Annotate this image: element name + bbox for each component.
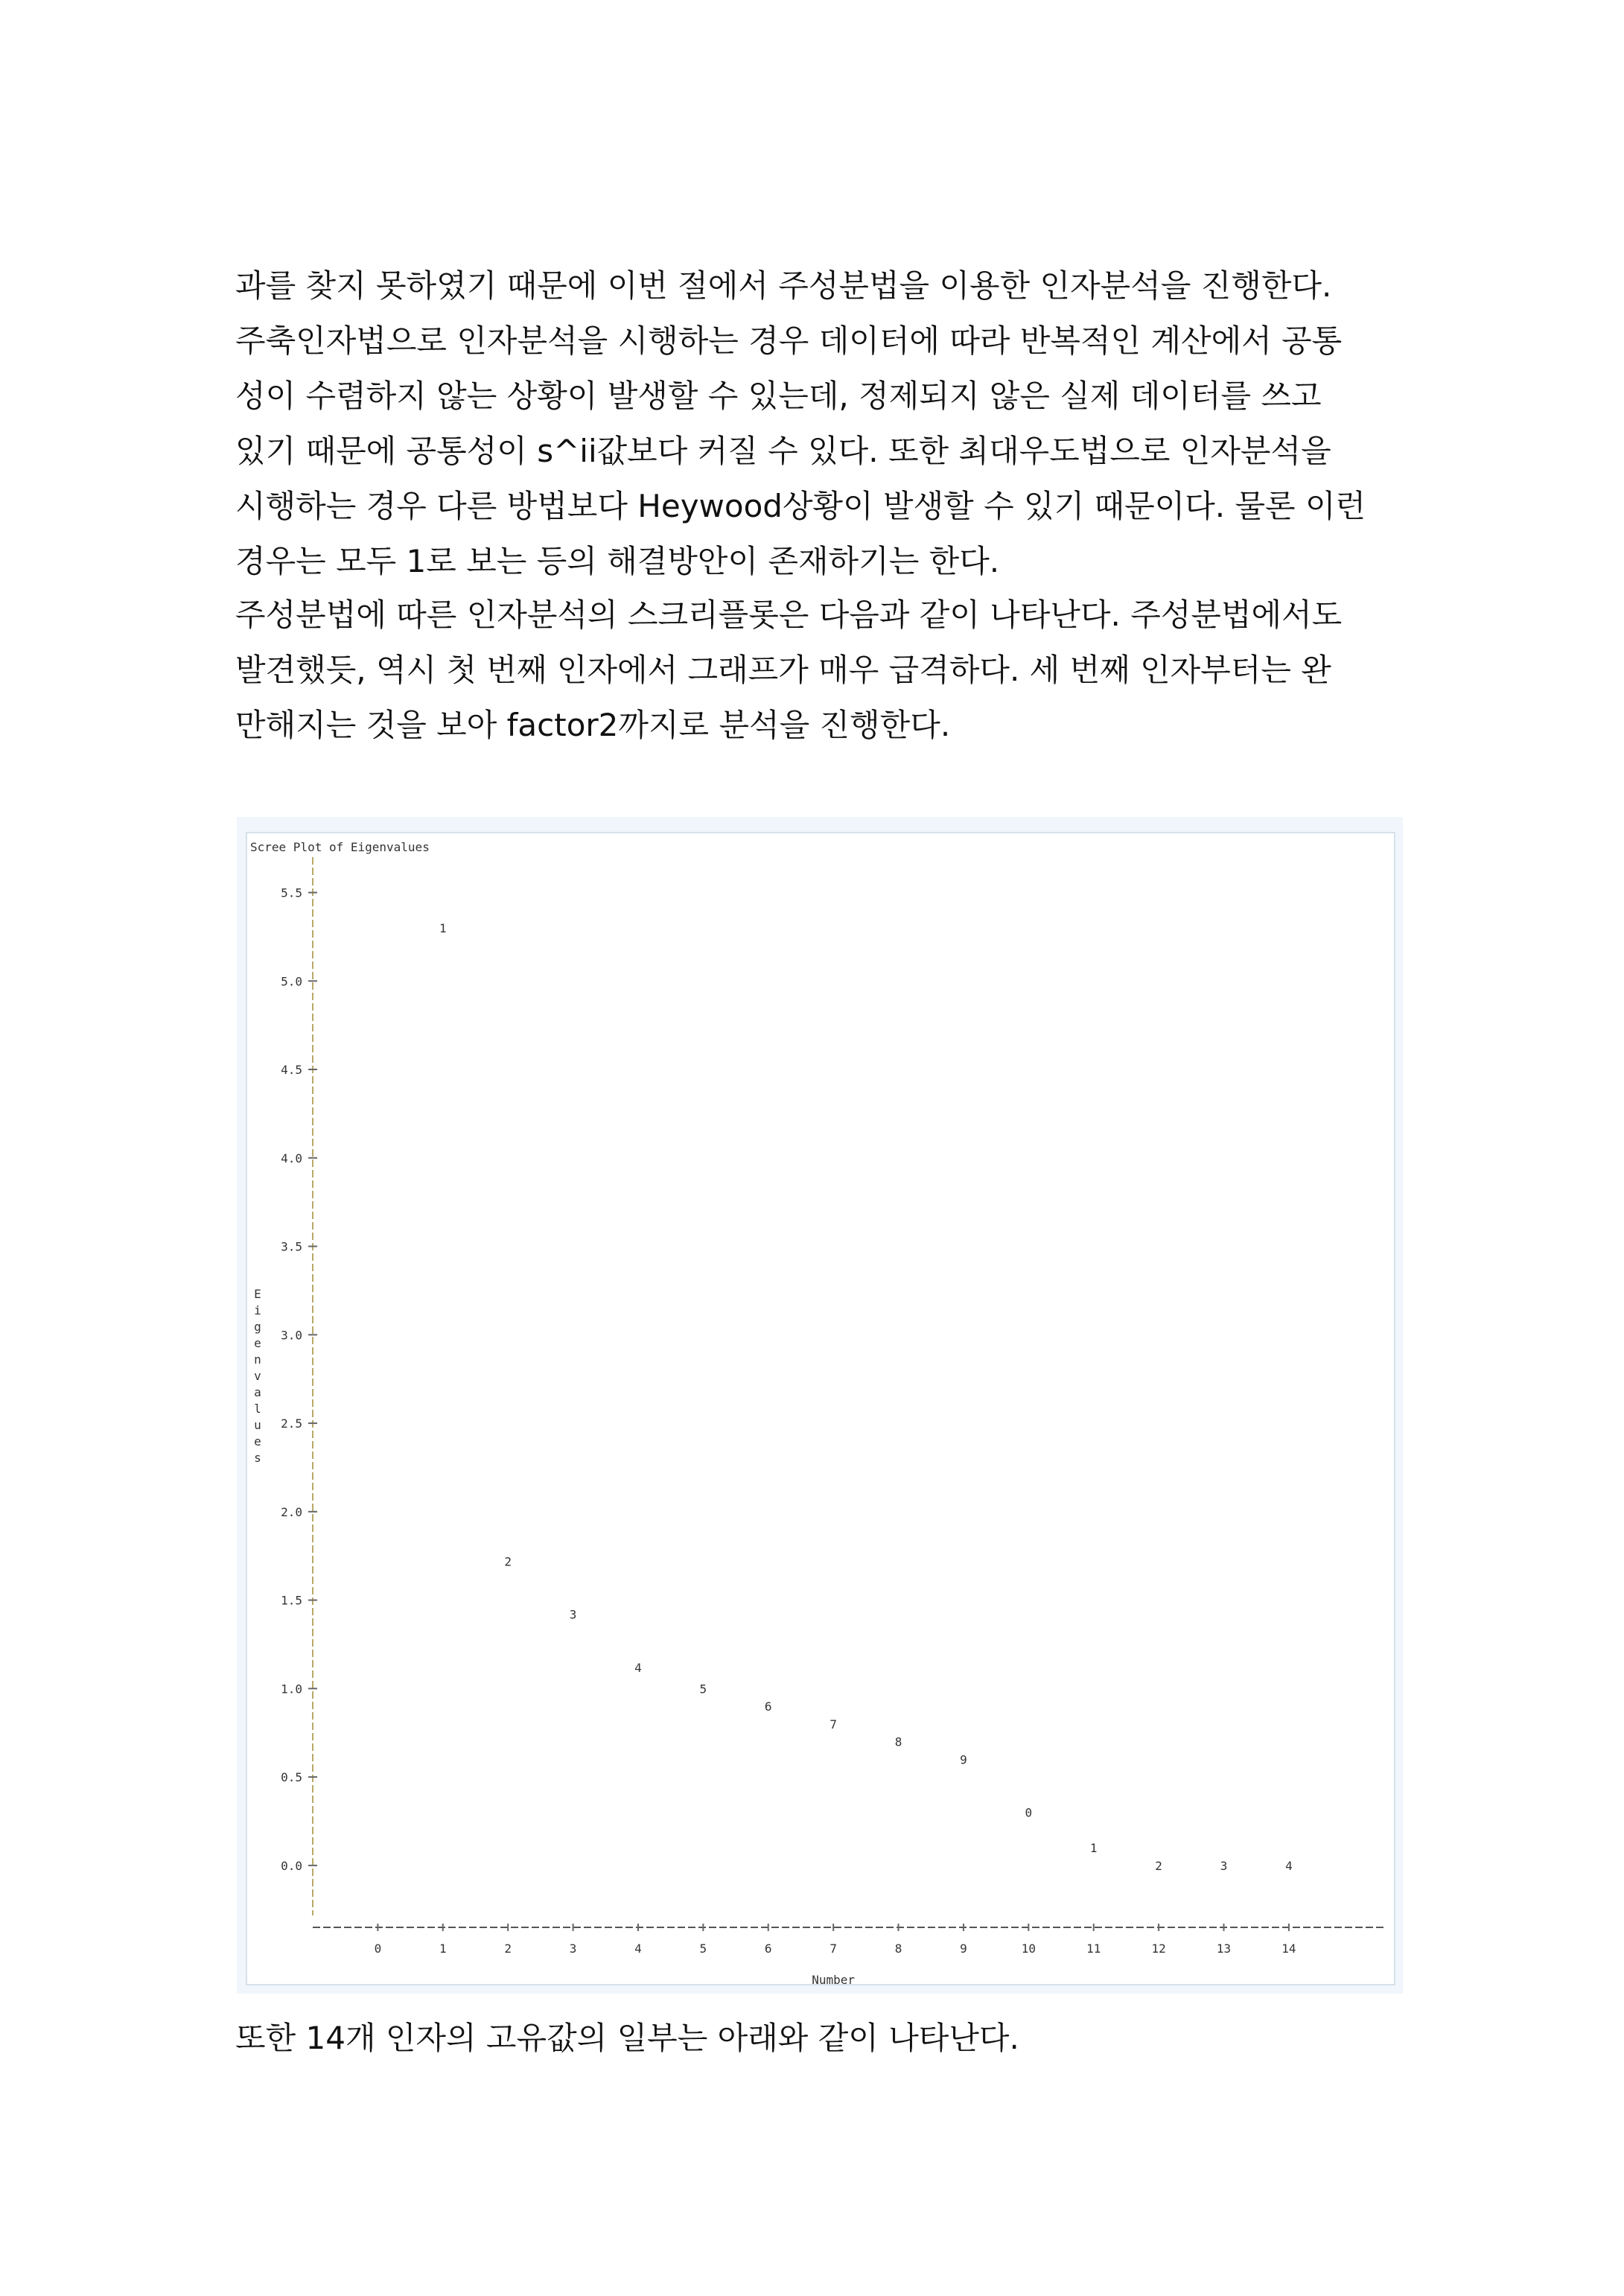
text-line: 성이 수렴하지 않는 상황이 발생할 수 있는데, 정제되지 않은 실제 데이터를 쓰고 xyxy=(235,378,1322,414)
scree-plot-chart xyxy=(247,833,1394,1984)
data-point: 1 xyxy=(1089,1841,1098,1856)
y-axis-label-letter: E xyxy=(254,1287,261,1301)
paragraph-3 xyxy=(235,2011,1403,2066)
text-line: 과를 찾지 못하였기 때문에 이번 절에서 주성분법을 이용한 인자분석을 진행한다. xyxy=(235,267,1332,304)
y-axis-label-letter: v xyxy=(254,1369,261,1383)
y-axis xyxy=(281,857,317,1915)
y-axis-label-letter: a xyxy=(254,1385,261,1399)
x-tick-label: 10 xyxy=(1021,1942,1036,1956)
y-tick-label: 5.0 xyxy=(281,974,302,989)
y-tick-label: 2.5 xyxy=(281,1416,302,1431)
x-tick-label: 7 xyxy=(829,1942,837,1956)
y-tick-label: 4.0 xyxy=(281,1151,302,1166)
text-line: 경우는 모두 1로 보는 등의 해결방안이 존재하기는 한다. xyxy=(235,543,1000,579)
paragraph-1 xyxy=(235,258,1403,589)
data-point: 0 xyxy=(1025,1805,1033,1820)
text-line: 또한 14개 인자의 고유값의 일부는 아래와 같이 나타난다. xyxy=(235,2020,1019,2056)
y-axis-label-letter: e xyxy=(254,1336,261,1350)
data-point: 4 xyxy=(634,1660,642,1675)
data-point: 1 xyxy=(439,921,447,936)
chart-title: Scree Plot of Eigenvalues xyxy=(250,840,430,854)
y-axis-label-letter: e xyxy=(254,1434,261,1448)
x-tick-label: 12 xyxy=(1151,1942,1166,1956)
x-tick-label: 8 xyxy=(894,1942,902,1956)
data-point: 2 xyxy=(504,1554,512,1569)
y-axis-label-letter: n xyxy=(254,1352,261,1367)
x-tick-label: 11 xyxy=(1086,1942,1101,1956)
y-tick-label: 1.5 xyxy=(281,1593,302,1608)
x-axis-label: Number xyxy=(812,1973,856,1984)
x-axis xyxy=(313,1924,1386,1956)
scree-plot-figure xyxy=(237,817,1403,1994)
data-point: 6 xyxy=(764,1699,772,1714)
x-tick-label: 13 xyxy=(1216,1942,1232,1956)
scree-plot-frame xyxy=(246,832,1395,1985)
x-tick-label: 0 xyxy=(374,1942,382,1956)
y-tick-label: 0.5 xyxy=(281,1770,302,1785)
data-point: 3 xyxy=(1220,1858,1228,1873)
data-point: 9 xyxy=(960,1752,967,1767)
text-line: 주성분법에 따른 인자분석의 스크리플롯은 다음과 같이 나타난다. 주성분법에서도 xyxy=(235,597,1343,633)
data-point: 2 xyxy=(1155,1858,1162,1873)
y-axis-label xyxy=(254,1287,261,1465)
y-tick-label: 0.0 xyxy=(281,1858,302,1873)
y-tick-label: 4.5 xyxy=(281,1063,302,1078)
text-line: 발견했듯, 역시 첫 번째 인자에서 그래프가 매우 급격하다. 세 번째 인자부터는 완 xyxy=(235,652,1331,688)
y-axis-label-letter: u xyxy=(254,1418,261,1432)
x-tick-label: 3 xyxy=(569,1942,577,1956)
text-line: 시행하는 경우 다른 방법보다 Heywood상황이 발생할 수 있기 때문이다. 물론 이런 xyxy=(235,488,1366,524)
y-tick-label: 5.5 xyxy=(281,885,302,900)
paragraph-2 xyxy=(235,588,1403,753)
data-point: 4 xyxy=(1285,1858,1293,1873)
x-tick-label: 4 xyxy=(634,1942,642,1956)
x-tick-label: 2 xyxy=(504,1942,512,1956)
y-tick-label: 2.0 xyxy=(281,1504,302,1519)
x-tick-label: 14 xyxy=(1281,1942,1296,1956)
text-line: 있기 때문에 공통성이 s^ii값보다 커질 수 있다. 또한 최대우도법으로 인자분석을 xyxy=(235,433,1331,469)
x-tick-label: 9 xyxy=(960,1942,967,1956)
y-axis-label-letter: s xyxy=(254,1451,261,1465)
data-point: 7 xyxy=(829,1717,837,1731)
data-point: 5 xyxy=(699,1682,707,1696)
x-tick-label: 1 xyxy=(439,1942,447,1956)
data-point: 3 xyxy=(569,1607,577,1622)
text-line: 주축인자법으로 인자분석을 시행하는 경우 데이터에 따라 반복적인 계산에서 공통 xyxy=(235,322,1343,359)
data-point: 8 xyxy=(894,1734,902,1749)
x-tick-label: 5 xyxy=(699,1942,707,1956)
text-line: 만해지는 것을 보아 factor2까지로 분석을 진행한다. xyxy=(235,707,951,743)
y-tick-label: 3.0 xyxy=(281,1328,302,1343)
y-tick-label: 3.5 xyxy=(281,1239,302,1254)
data-points xyxy=(439,921,1293,1873)
y-axis-label-letter: g xyxy=(254,1320,261,1334)
y-tick-label: 1.0 xyxy=(281,1682,302,1696)
x-tick-label: 6 xyxy=(764,1942,772,1956)
y-axis-label-letter: l xyxy=(254,1402,261,1416)
y-axis-label-letter: i xyxy=(254,1303,261,1317)
